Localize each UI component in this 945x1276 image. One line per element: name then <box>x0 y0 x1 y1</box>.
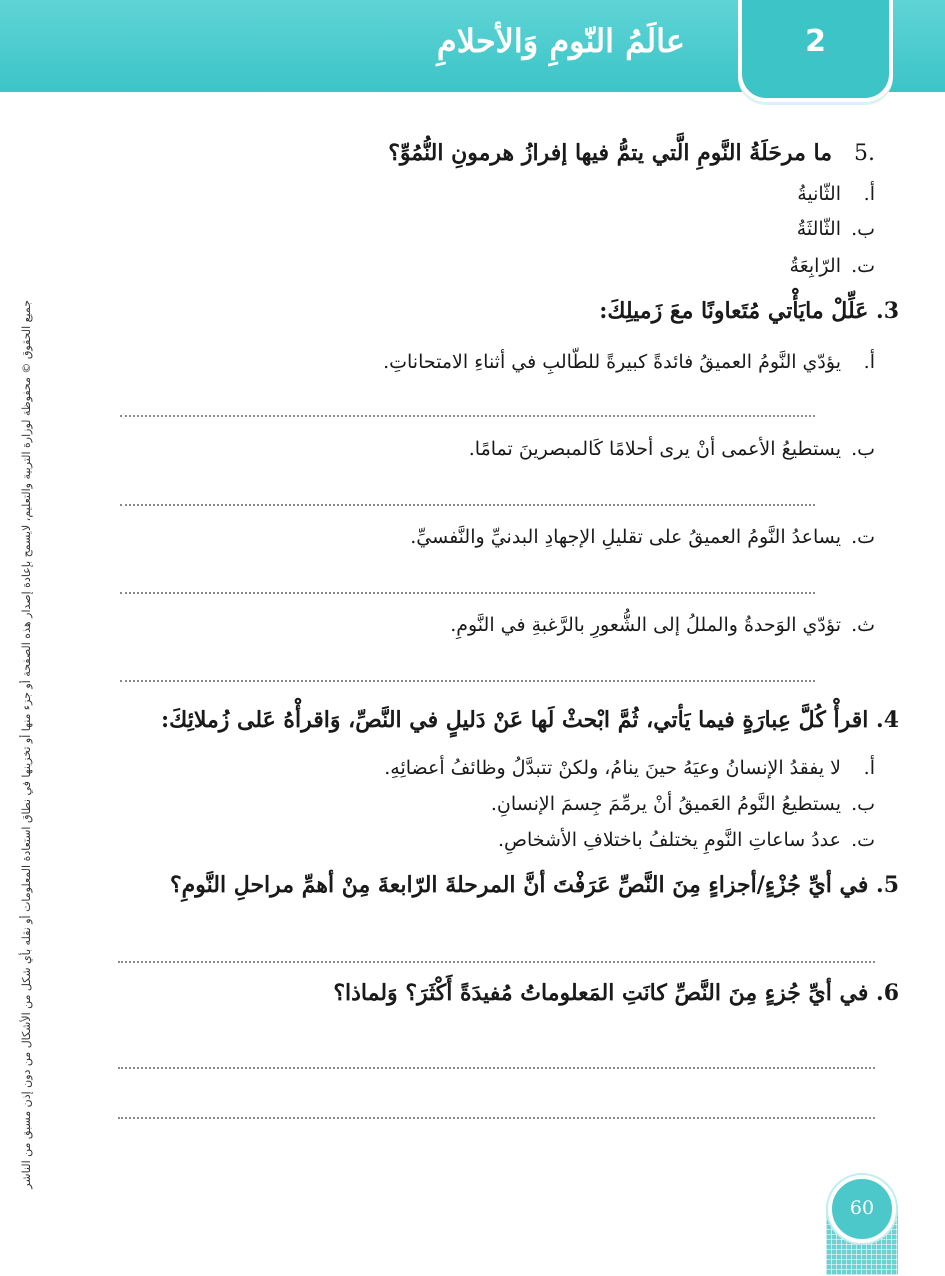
item-text: لا يفقدُ الإنسانُ وعيَهُ حينَ ينامُ، ولكنْ تتبدَّلُ وظائفُ أعضائِهِ. <box>384 757 841 779</box>
section-3-title: 3. عَلِّلْ مايَأْتي مُتَعاونًا معَ زَميلِكَ: <box>599 298 899 324</box>
item-text: يستطيعُ النَّومُ العَميقُ أنْ يرمِّمَ جِسمَ الإنسانِ. <box>490 793 841 815</box>
item-text: تؤدّي الوَحدةُ والمللُ إلى الشُّعورِ بالرَّغبةِ في النَّومِ. <box>450 614 841 636</box>
evidence-item-c <box>498 829 875 851</box>
answer-line-c[interactable] <box>120 592 815 594</box>
item-text: يستطيعُ الأعمى أنْ يرى أحلامًا كَالمبصرينَ تمامًا. <box>468 438 841 460</box>
copyright-note: جميع الحقوق © محفوظة لوزارة التربية والتعليم، لايسمح بإعادة إصدار هذه الصفحة أو جزء منها أو تخزينها في نطاق استعادة المعلومات أو نقله بأي شكل من الأشكال من دون إذن مسبق من الناشر <box>20 300 33 1189</box>
answer-line-d[interactable] <box>120 680 815 682</box>
evidence-item-a <box>384 757 875 779</box>
item-text: يؤدّي النَّومُ العميقُ فائدةً كبيرةً للطّالبِ في أثناءِ الامتحاناتِ. <box>383 351 841 373</box>
chapter-title: عالَمُ النّومِ وَالأحلامِ <box>436 22 685 60</box>
option-letter: ب. <box>851 218 875 240</box>
item-letter: أ. <box>863 757 875 779</box>
section-6-title: 6. في أيِّ جُزءٍ مِنَ النَّصِّ كانَتِ المَعلوماتُ مُفيدَةً أَكْثَرَ؟ وَلماذا؟ <box>333 980 899 1006</box>
section-4-title: 4. اقرأْ كُلَّ عِبارَةٍ فيما يَأتي، ثُمَّ ابْحثْ لَها عَنْ دَليلٍ في النَّصِّ، وَاقرأْهُ عَلى زُملائِكَ: <box>161 707 899 733</box>
question-5-mc <box>388 140 875 166</box>
item-letter: ب. <box>851 438 875 460</box>
reason-item-b <box>469 438 875 460</box>
option-text: الثّالثَةُ <box>796 218 841 240</box>
answer-line-s6-1[interactable] <box>118 1067 875 1069</box>
item-letter: ت. <box>851 829 875 851</box>
answer-line-a[interactable] <box>120 415 815 417</box>
option-c[interactable] <box>790 255 875 277</box>
section-5-title: 5. في أيِّ جُزْءٍ/أجزاءٍ مِنَ النَّصِّ عَرَفْتَ أنَّ المرحلةَ الرّابعةَ مِنْ أهمِّ مراحلِ النَّومِ؟ <box>170 872 899 898</box>
reason-item-a <box>383 351 875 373</box>
answer-line-b[interactable] <box>120 504 815 506</box>
item-letter: أ. <box>863 351 875 373</box>
question-text: ما مرحَلَةُ النَّومِ الَّتي يتمُّ فيها إفرازُ هرمونِ النُّمُوِّ؟ <box>388 140 832 166</box>
badge-circle <box>828 1175 896 1243</box>
answer-line-s6-2[interactable] <box>118 1117 875 1119</box>
option-text: الرّابِعَةُ <box>789 255 841 277</box>
page-number: 60 <box>849 1197 875 1219</box>
item-letter: ت. <box>851 526 875 548</box>
reason-item-c <box>410 526 875 548</box>
reason-item-d <box>450 614 875 636</box>
option-letter: أ. <box>863 183 875 205</box>
option-a[interactable] <box>797 183 875 205</box>
option-b[interactable] <box>797 218 875 240</box>
page-number-badge <box>826 1175 898 1275</box>
item-letter: ب. <box>851 793 875 815</box>
evidence-item-b <box>491 793 875 815</box>
question-number: .5 <box>854 141 875 166</box>
unit-number-tab <box>738 0 893 102</box>
option-text: الثّانيةُ <box>797 183 841 205</box>
answer-line-s5[interactable] <box>118 961 875 963</box>
item-text: يساعدُ النَّومُ العميقُ على تقليلِ الإجهادِ البدنيِّ والنَّفسيِّ. <box>410 526 841 548</box>
unit-number: 2 <box>805 24 826 59</box>
item-text: عددُ ساعاتِ النَّومِ يختلفُ باختلافِ الأشخاصِ. <box>497 829 841 851</box>
item-letter: ث. <box>851 614 875 636</box>
option-letter: ت. <box>851 255 875 277</box>
